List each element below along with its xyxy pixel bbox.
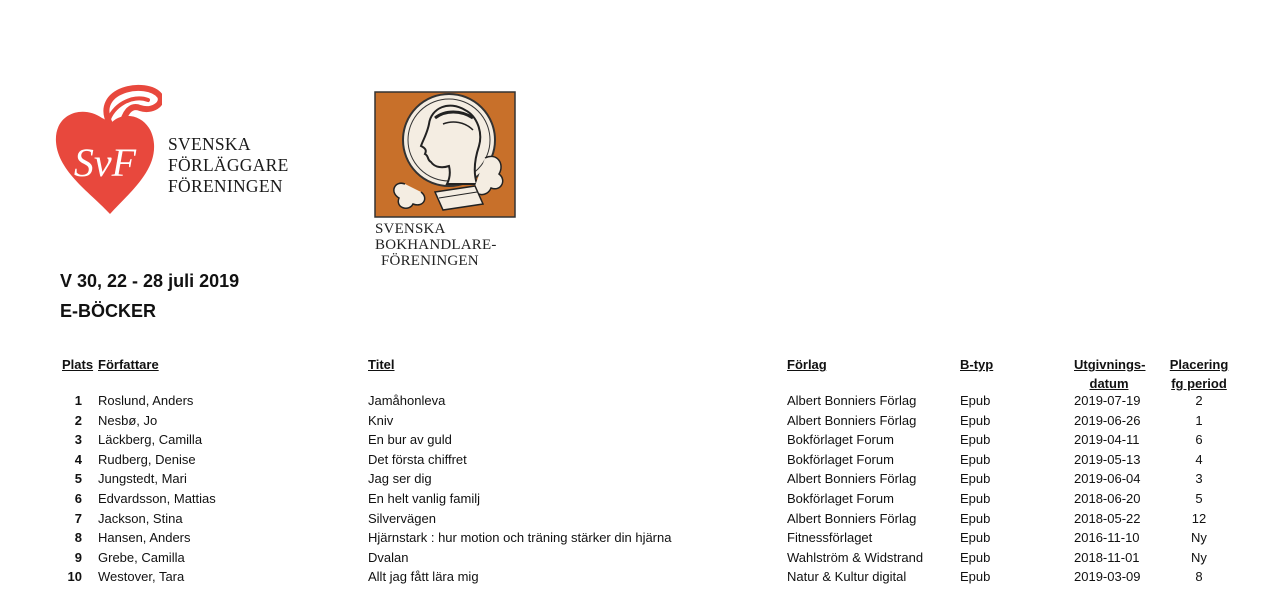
col-header-prev-line2: fg period <box>1171 376 1227 391</box>
cell-btype: Epub <box>960 432 991 448</box>
col-header-date-line2: datum <box>1089 376 1129 391</box>
table-row <box>0 528 1271 548</box>
cell-title: Dvalan <box>368 549 409 565</box>
cell-date: 2016-11-10 <box>1074 530 1140 546</box>
cell-prev: Ny <box>1191 530 1207 546</box>
cell-publisher: Albert Bonniers Förlag <box>787 510 917 526</box>
cell-publisher: Bokförlaget Forum <box>787 451 894 467</box>
col-header-prev <box>1166 355 1232 393</box>
cell-publisher: Fitnessförlaget <box>787 530 873 546</box>
cell-plats: 9 <box>74 549 82 565</box>
cell-date: 2018-11-01 <box>1074 549 1140 565</box>
cell-prev: 3 <box>1195 471 1203 487</box>
cell-title: Det första chiffret <box>368 451 467 467</box>
sbf-logo <box>365 88 535 273</box>
cell-date: 2018-05-22 <box>1074 510 1141 526</box>
cell-plats: 4 <box>74 451 82 467</box>
cell-btype: Epub <box>960 393 991 408</box>
cell-date: 2019-03-09 <box>1074 569 1141 585</box>
cell-prev: Ny <box>1191 549 1207 565</box>
cell-publisher: Albert Bonniers Förlag <box>787 412 917 428</box>
table-row <box>0 509 1271 529</box>
cell-btype: Epub <box>960 510 991 526</box>
table-row <box>0 430 1271 450</box>
cell-prev: 6 <box>1195 432 1203 448</box>
cell-prev: 8 <box>1195 569 1203 585</box>
sbf-emblem <box>365 88 535 223</box>
cell-btype: Epub <box>960 491 991 506</box>
report-category: E-BÖCKER <box>60 301 157 321</box>
cell-btype: Epub <box>960 549 991 565</box>
col-header-publisher: Förlag <box>787 357 827 372</box>
cell-author: Rudberg, Denise <box>98 451 196 467</box>
cell-date: 2019-05-13 <box>1074 451 1141 467</box>
svf-line-3: FÖRENINGEN <box>168 176 283 196</box>
cell-author: Läckberg, Camilla <box>98 432 203 448</box>
cell-author: Roslund, Anders <box>98 393 194 408</box>
col-header-prev-line1: Placering <box>1169 357 1229 372</box>
cell-publisher: Albert Bonniers Förlag <box>787 471 917 487</box>
table-row <box>0 548 1271 568</box>
svf-heart-emblem <box>52 84 162 219</box>
col-header-date-line1: Utgivnings- <box>1074 357 1146 372</box>
svf-monogram: SvF <box>73 140 137 185</box>
sbf-line-1: SVENSKA <box>375 221 446 237</box>
cell-plats: 1 <box>74 393 82 408</box>
cell-prev: 12 <box>1191 510 1207 526</box>
cell-btype: Epub <box>960 569 991 585</box>
cell-btype: Epub <box>960 451 991 467</box>
cell-author: Nesbø, Jo <box>98 412 158 428</box>
table-row <box>0 450 1271 470</box>
cell-date: 2019-06-26 <box>1074 412 1141 428</box>
cell-date: 2018-06-20 <box>1074 491 1141 506</box>
cell-plats: 8 <box>74 530 82 546</box>
cell-plats: 7 <box>74 510 82 526</box>
cell-title: Jamåhonleva <box>368 393 446 408</box>
svf-line-1: SVENSKA <box>168 134 251 154</box>
sbf-line-2: BOKHANDLARE- <box>375 237 497 253</box>
cell-author: Westover, Tara <box>98 569 185 585</box>
cell-prev: 5 <box>1195 491 1203 506</box>
table-row <box>0 411 1271 431</box>
cell-title: Hjärnstark : hur motion och träning stärker din hjärna <box>368 530 672 546</box>
col-header-author: Författare <box>98 357 159 372</box>
cell-prev: 1 <box>1195 412 1203 428</box>
cell-title: Kniv <box>368 412 394 428</box>
cell-date: 2019-04-11 <box>1074 432 1140 448</box>
cell-btype: Epub <box>960 412 991 428</box>
cell-author: Hansen, Anders <box>98 530 191 546</box>
table-row <box>0 567 1271 587</box>
table-row <box>0 391 1271 411</box>
col-header-plats: Plats <box>62 357 94 372</box>
table-row <box>0 469 1271 489</box>
cell-btype: Epub <box>960 471 991 487</box>
cell-plats: 5 <box>74 471 82 487</box>
cell-author: Jackson, Stina <box>98 510 183 526</box>
cell-publisher: Bokförlaget Forum <box>787 491 894 506</box>
svf-logo <box>52 84 312 219</box>
svf-line-2: FÖRLÄGGARE <box>168 155 289 175</box>
cell-plats: 6 <box>74 491 82 506</box>
cell-author: Grebe, Camilla <box>98 549 185 565</box>
cell-date: 2019-07-19 <box>1074 393 1141 408</box>
cell-title: En helt vanlig familj <box>368 491 480 506</box>
cell-publisher: Bokförlaget Forum <box>787 432 894 448</box>
cell-title: En bur av guld <box>368 432 452 448</box>
cell-btype: Epub <box>960 530 991 546</box>
cell-plats: 3 <box>74 432 82 448</box>
cell-publisher: Wahlström & Widstrand <box>787 549 924 565</box>
cell-publisher: Natur & Kultur digital <box>787 569 907 585</box>
sbf-line-3: FÖRENINGEN <box>381 253 479 269</box>
svf-name <box>168 134 289 197</box>
cell-title: Jag ser dig <box>368 471 432 487</box>
sbf-name <box>375 221 497 269</box>
cell-title: Allt jag fått lära mig <box>368 569 479 585</box>
cell-author: Jungstedt, Mari <box>98 471 187 487</box>
cell-date: 2019-06-04 <box>1074 471 1141 487</box>
table-row <box>0 489 1271 509</box>
cell-plats: 2 <box>74 412 82 428</box>
cell-publisher: Albert Bonniers Förlag <box>787 393 917 408</box>
cell-prev: 4 <box>1195 451 1203 467</box>
cell-author: Edvardsson, Mattias <box>98 491 216 506</box>
col-header-btype: B-typ <box>960 357 994 372</box>
report-week: V 30, 22 - 28 juli 2019 <box>60 271 240 291</box>
cell-title: Silvervägen <box>368 510 436 526</box>
cell-plats: 10 <box>67 569 82 585</box>
col-header-date <box>1074 355 1144 393</box>
col-header-title: Titel <box>368 357 395 372</box>
cell-prev: 2 <box>1195 393 1203 408</box>
